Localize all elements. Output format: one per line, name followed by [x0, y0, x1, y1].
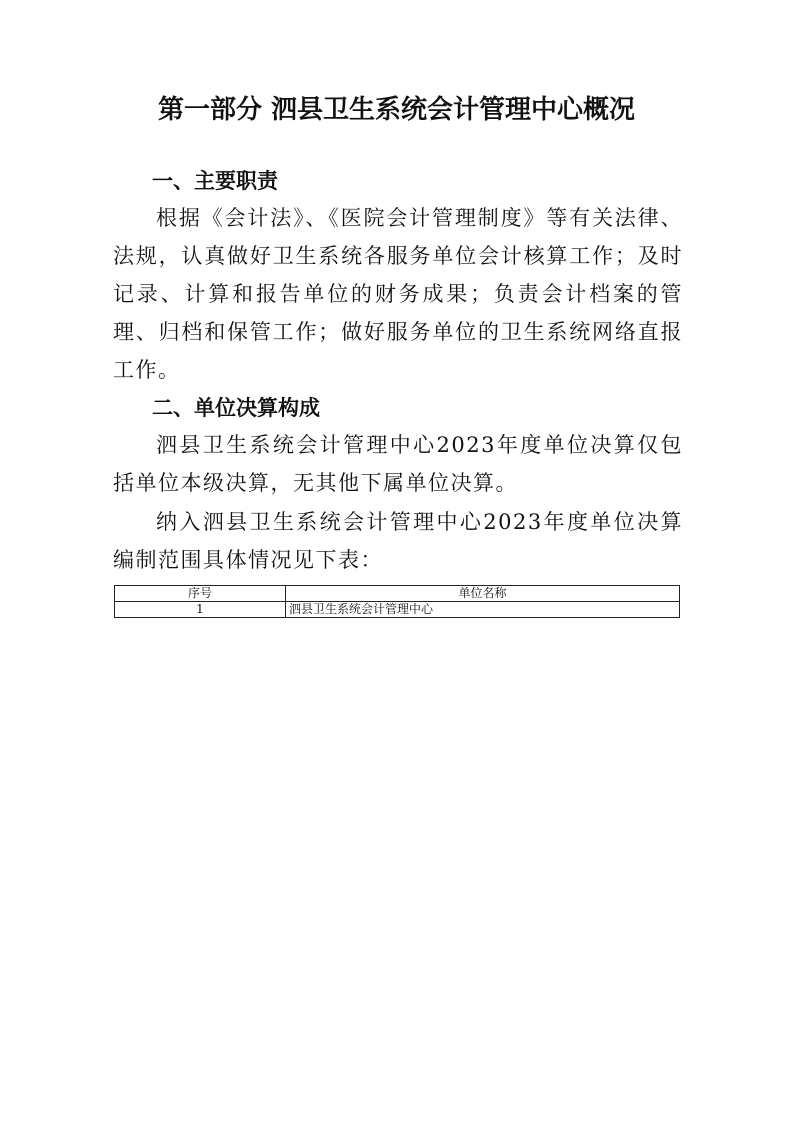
paragraph-main-duties: 根据《会计法》、《医院会计管理制度》等有关法律、法规，认真做好卫生系统各服务单位会计核算工作；及时记录、计算和报告单位的财务成果；负责会计档案的管理、归档和保管工作；做好服务单位的卫生系统网络直报工作。: [113, 206, 683, 382]
paragraph-budget-scope: 泗县卫生系统会计管理中心2023年度单位决算仅包括单位本级决算，无其他下属单位决算。: [113, 433, 683, 495]
table-cell-unit-name: 泗县卫生系统会计管理中心: [286, 602, 680, 618]
units-table: [114, 585, 680, 618]
table-header-number: 序号: [115, 586, 286, 602]
section-heading-budget-composition: 二、单位决算构成: [152, 396, 320, 420]
table-row: [115, 602, 680, 618]
table-header-row: [115, 586, 680, 602]
page-title: 第一部分 泗县卫生系统会计管理中心概况: [157, 95, 636, 125]
section-heading-main-duties: 一、主要职责: [152, 169, 278, 193]
table-cell-number: 1: [115, 602, 286, 618]
table-header-unit-name: 单位名称: [286, 586, 680, 602]
paragraph-budget-table-intro: 纳入泗县卫生系统会计管理中心2023年度单位决算编制范围具体情况见下表：: [113, 510, 683, 572]
